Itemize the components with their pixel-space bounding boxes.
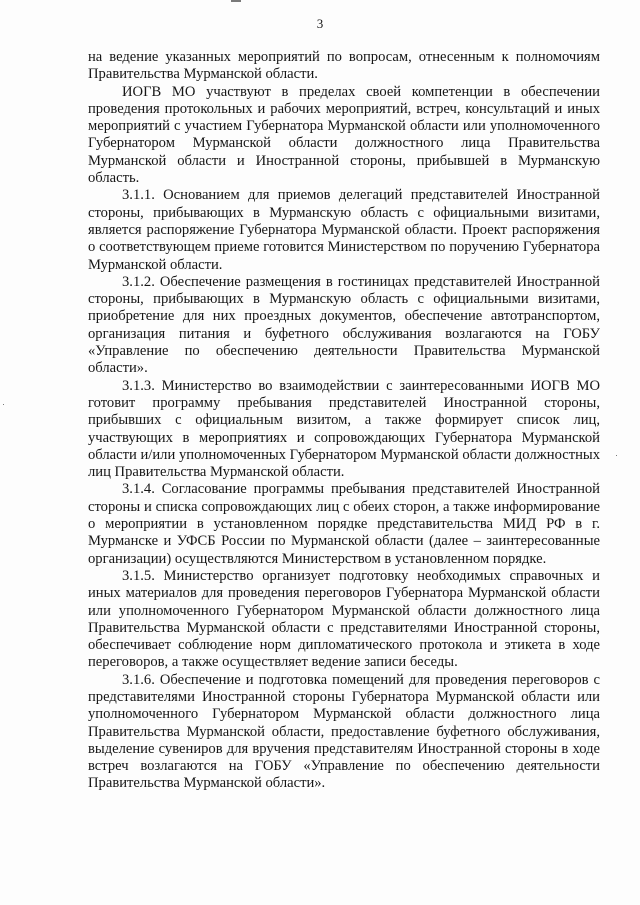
paragraph-3-1-4: 3.1.4. Согласование программы пребывания представителей Иностранной стороны и списка сопровождающих лиц с обеих сторон, а также информирование о мероприятии в установленном порядке представительства МИД РФ в г. Мурманске и УФСБ России по Мурманской области (далее – заинтересованные организации) осуществляются Министерством в установленном порядке. [88,481,600,567]
paragraph-continuation: на ведение указанных мероприятий по вопросам, отнесенным к полномочиям Правительства Мурманской области. [88,49,600,83]
scan-mark-left [3,404,4,405]
paragraph-3-1-2: 3.1.2. Обеспечение размещения в гостиницах представителей Иностранной стороны, прибывающих в Мурманскую область с официальными визитами, приобретение для них проездных документов, обеспечение автотранспортом, организация питания и буфетного обслуживания возлагаются на ГОБУ «Управление по обеспечению деятельности Правительства Мурманской области». [88,273,600,377]
paragraph-3-1-5: 3.1.5. Министерство организует подготовку необходимых справочных и иных материалов для проведения переговоров Губернатора Мурманской области или уполномоченного Губернатором Мурманской области должностного лица Правительства Мурманской области с представителями Иностранной стороны, обеспечивает соблюдение норм дипломатического протокола и этикета в ходе переговоров, а также осуществляет ведение записи беседы. [88,567,600,671]
scan-mark-top [231,0,241,2]
page-number: 3 [316,16,324,31]
document-body [88,49,600,793]
paragraph-3-1-1: 3.1.1. Основанием для приемов делегаций представителей Иностранной стороны, прибывающих в Мурманскую область с официальными визитами, является распоряжение Губернатора Мурманской области. Проект распоряжения о соответствующем приеме готовится Министерством по поручению Губернатора Мурманской области. [88,187,600,273]
scan-mark-right [616,455,617,456]
paragraph-3-1-6: 3.1.6. Обеспечение и подготовка помещений для проведения переговоров с представителями Иностранной стороны Губернатора Мурманской области или уполномоченного Губернатором Мурманской области должностного лица Правительства Мурманской области, предоставление буфетного обслуживания, выделение сувениров для вручения представителям Иностранной стороны в ходе встреч возлагаются на ГОБУ «Управление по обеспечению деятельности Правительства Мурманской области». [88,671,600,792]
paragraph-3-1-3: 3.1.3. Министерство во взаимодействии с заинтересованными ИОГВ МО готовит программу пребывания представителей Иностранной стороны, прибывших с официальным визитом, а также формирует список лиц, участвующих в мероприятиях и сопровождающих Губернатора Мурманской области и/или уполномоченных Губернатором Мурманской области должностных лиц Правительства Мурманской области. [88,377,600,481]
paragraph-iogv-participation: ИОГВ МО участвуют в пределах своей компетенции в обеспечении проведения протокольных и рабочих мероприятий, встреч, консультаций и иных мероприятий с участием Губернатора Мурманской области или уполномоченного Губернатором Мурманской области должностного лица Правительства Мурманской области и Иностранной стороны, прибывшей в Мурманскую область. [88,83,600,187]
